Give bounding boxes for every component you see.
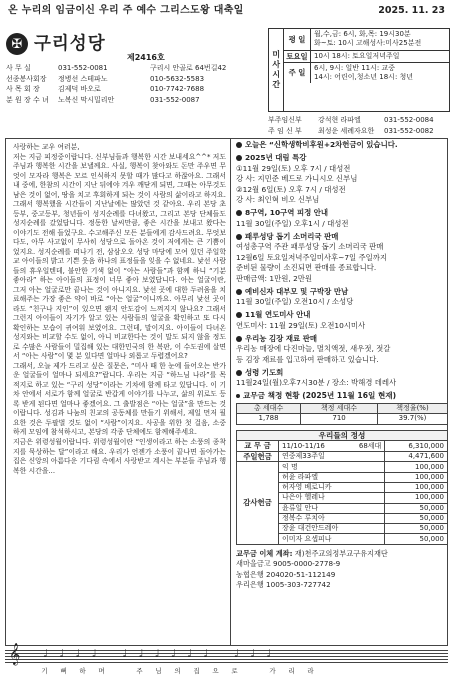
message-paragraph: 지금은 위령성월이랍니다. 위령성월이란 “인생이라고 하는 소풍의 종착지를 묵상하는 달”이라고 해요. 우리가 언젠가 소풍이 끝나면 돌아가는 집은 신앙의 아름다운 기다림 속에서 사랑받고 계시는 부분들 주님과 행복한 시간을... bbox=[13, 437, 226, 475]
donor-amount: 50,000 bbox=[385, 513, 448, 523]
donor-amount: 100,000 bbox=[385, 482, 448, 492]
news-item bbox=[236, 140, 446, 151]
lyric-syllable: 리 bbox=[288, 667, 295, 675]
donor-amount: 100,000 bbox=[385, 472, 448, 482]
news-item bbox=[236, 310, 446, 331]
donor-name: 정복수 루치아 bbox=[279, 513, 385, 523]
schedule-label: 주 일 bbox=[284, 63, 311, 84]
bullet-icon bbox=[236, 142, 242, 148]
priest-contacts bbox=[268, 116, 450, 138]
lyric-syllable: 집 bbox=[193, 667, 200, 675]
bullet-icon bbox=[236, 394, 240, 398]
cross-icon: ✠ bbox=[6, 33, 28, 55]
news-item bbox=[236, 232, 446, 285]
account-line: 새마을금고 9005-0000-2778-9 bbox=[236, 559, 341, 569]
donor-amount: 50,000 bbox=[385, 503, 448, 513]
offering-caption: 우리들의 정성 bbox=[237, 430, 448, 441]
lyric-syllable: 주 bbox=[136, 667, 143, 675]
news-line: 연도미사: 11월 29일(토) 오전10시미사 bbox=[236, 320, 366, 330]
bank-accounts bbox=[236, 549, 446, 591]
treble-clef-icon: 𝄞 bbox=[9, 643, 21, 665]
schedule-line: 6시, 9시: 일반 11시: 교중 bbox=[314, 63, 395, 72]
staff-value: 정병선 스테파노 bbox=[58, 74, 108, 83]
lyric-syllable bbox=[244, 667, 263, 675]
news-line: 등 김장 재료를 입고하여 판매하고 있습니다. bbox=[236, 354, 379, 364]
gratitude-row bbox=[237, 462, 448, 472]
news-line: 12월6일 토요일저녁주일미사후~7일 주일까지 bbox=[236, 252, 388, 262]
hymn-staff bbox=[5, 643, 448, 676]
donor-amount: 50,000 bbox=[385, 534, 448, 544]
lyric-syllable bbox=[111, 667, 130, 675]
staff-role2 bbox=[116, 75, 150, 86]
staff-value2: 010-7742-7688 bbox=[150, 85, 205, 93]
schedule-row bbox=[284, 51, 449, 63]
tithe-value: 39.7(%) bbox=[377, 414, 447, 425]
tithe-header: 책정율(%) bbox=[377, 403, 447, 414]
staff-value2: 구리시 안골로 64번길42 bbox=[150, 64, 227, 72]
news-line: 여성총구역 주관 패루성당 돕기 소머리국 판매 bbox=[236, 242, 384, 251]
lyric-syllable: 라 bbox=[307, 667, 314, 675]
news-line: 11월 30일(주일) 오전10시 / 소성당 bbox=[236, 297, 354, 306]
issue-number: 제2416호 bbox=[127, 53, 165, 62]
donor-name: 윤류일 안나 bbox=[279, 503, 385, 513]
tithe-header: 책정 세대수 bbox=[301, 403, 378, 414]
account-line: 농협은행 204020-51-112149 bbox=[236, 569, 336, 579]
bullet-icon bbox=[236, 234, 242, 240]
bullet-icon bbox=[236, 289, 242, 295]
schedule-line: 14시: 어린이,청소년 18시: 청년 bbox=[314, 73, 414, 82]
news-item bbox=[236, 208, 446, 229]
news-title: 오늘은 “신학생학비후원+2차헌금이 있습니다. bbox=[245, 140, 398, 149]
news-line: 판매금액: 1만원, 2만원 bbox=[236, 273, 313, 283]
staff-value: 031-552-0081 bbox=[58, 64, 108, 72]
news-title: 성령 기도회 bbox=[245, 367, 284, 377]
news-item bbox=[236, 287, 446, 308]
contact-row bbox=[268, 127, 450, 138]
staff-role: 사 무 실 bbox=[6, 64, 31, 72]
donor-name: 허윤 라파엘 bbox=[279, 472, 385, 482]
donor-amount: 50,000 bbox=[385, 524, 448, 534]
staff-value2: 031-552-0087 bbox=[150, 95, 200, 104]
contact-row bbox=[268, 116, 450, 127]
tithe-header-row bbox=[237, 403, 448, 414]
news-item bbox=[236, 368, 446, 389]
staff-role: 사 목 회 장 bbox=[6, 85, 40, 93]
donor-name: 익 명 bbox=[279, 462, 385, 472]
hymn-lyrics bbox=[35, 667, 320, 675]
news-line: 강 사: 최인혁 비오 신부님 bbox=[236, 195, 320, 204]
donor-name: 이미자 요셉피나 bbox=[279, 534, 385, 544]
staff-row bbox=[6, 85, 264, 96]
offering-amount: 6,310,000 bbox=[385, 441, 448, 451]
lyric-syllable: 기 bbox=[41, 667, 48, 675]
message-paragraph: 사랑하는 교우 여러분, bbox=[13, 143, 80, 151]
bullet-icon bbox=[236, 312, 242, 318]
notices-column bbox=[236, 140, 446, 590]
news-title: 8구역, 10구역 피정 안내 bbox=[245, 208, 329, 217]
message-paragraph: 저는 지금 피정중이랍니다. 신부님들과 행복한 시간 보내세요^^* 저도 주님과 행복한 시간을 보낼께요. 사실, 행복이 찾아와도 돈만 주우면 무엇이 모자라 행복은 모르 인식하지 못할 때가 많다고 하잖아요. 그래서 내 중에, 한참의 시간이 지난 뒤에야 겨우 깨닫게 되면, 그때는 아무것도 남은 것이 없어, 땅을 치고 후회하게 되는 것이 사람의 삶이라고 하지요. 그래서 행복했을 시간들이 지난날에는 많았던 것 같아요. 우리 본당 초등부, 중고등부, 청년들이 성지순례를 다녀왔고, 그리고 본당 단체들도 성지순례를 갔었답니다. 정동한 날씨만큼, 좋은 시간을 보내고 왔다는 이야기도 전해 들었구요. 수고해주신 모든 분들에게 감사드려요. 무엇보다도, 아무 사고없이 무사히 성당으로 돌아온 것이 저에게는 큰 기쁨이었지요. 성지순례를 떠나기 전, 삼삼오오 성당 마당에 모여 있던 주일학교 아이들의 밝고 기쁜 웃음 하나의 표정들을 잊을 수 없네요. 낯선 사람들의 휴우일텐데, 불안한 기색 없이 “아는 사람들”과 함께 하니 “기분 좋아라” 하는 아이들의 표정이 너무 좋아 보였답니다. 아는 얼굴이란, 그저 아는 얼굴로만 끝나는 것이 아니지요. 낯선 곳에 대한 두려움을 치료해주는 가장 좋은 약이 바로 “아는 얼굴”이니까요. 아무리 낯선 곳이라도 “친구나 지인”이 있으면 왠지 안도감이 느껴지지 않나요? 그래서 그런지 아이들이 자기가 알고 있는 사람들의 얼굴을 확인하고 또 다시 확인하는 모습이 귀여워 보였어요. 그런데, 말이지요. 아이들이 다녀온 성지와는 비교할 수도 없이, 아니 비교한다는 것이 말도 되지 않을 정도로 수많은 사람들이 밀집해 있는 대한민국의 한 복판, 이 수도권에 살면서 “아는 사람”이 몇 분 있다면 얼마나 외롭고 두렵겠어요? bbox=[13, 152, 226, 361]
lyric-syllable: 뻐 bbox=[60, 667, 67, 675]
lyric-syllable: 로 bbox=[231, 667, 238, 675]
schedule-side-label: 미사시간 bbox=[269, 29, 284, 111]
schedule-line: 10시 18시: 토요일저녁주일 bbox=[314, 51, 400, 60]
music-notes: ♩♩♩♩ ♩♩♩♩♩♩ ♩♩♩ bbox=[43, 647, 283, 660]
news-title: 예비신자 대부모 및 구박장 만남 bbox=[245, 286, 349, 296]
lyric-syllable: 가 bbox=[269, 667, 276, 675]
staff-role2 bbox=[116, 96, 150, 107]
mass-schedule bbox=[268, 28, 450, 112]
donor-name: 허자영 베로니카 bbox=[279, 482, 385, 492]
lyric-syllable: 며 bbox=[98, 667, 105, 675]
staff-role2 bbox=[116, 85, 150, 96]
tithe-status-title: 교무금 책정 현황 (2025년 11월 16일 현재) bbox=[236, 391, 446, 401]
schedule-line: 월,수,금: 6시, 화,목: 19시30분 bbox=[314, 30, 411, 38]
parish-news bbox=[236, 140, 446, 389]
news-line: 강 사: 지민준 베드로 가니시오 신부님 bbox=[236, 174, 358, 183]
headline: 온 누리의 임금이신 우리 주 예수 그리스도왕 대축일 bbox=[8, 5, 244, 16]
news-line: ②12월 6일(토) 오후 7시 / 대성전 bbox=[236, 184, 346, 194]
news-item bbox=[236, 334, 446, 366]
donor-amount: 100,000 bbox=[385, 462, 448, 472]
account-holder: 재)천주교의정부교구유지재단 bbox=[294, 548, 388, 558]
news-title: 11월 연도미사 안내 bbox=[245, 310, 311, 319]
tithe-value-row bbox=[237, 414, 448, 425]
headline-bar bbox=[0, 0, 453, 26]
staff-value: 김제덕 바오로 bbox=[58, 85, 101, 93]
staff-role: 분 원 장 수 녀 bbox=[6, 95, 49, 104]
offering-table bbox=[236, 430, 448, 545]
staff-role2 bbox=[116, 64, 150, 75]
donor-name: 장윤 대건안드레아 bbox=[279, 524, 385, 534]
contact-name: 강석현 라파엘 bbox=[318, 116, 361, 124]
bullet-icon bbox=[236, 155, 242, 161]
donor-amount: 100,000 bbox=[385, 493, 448, 503]
contact-phone: 031-552-0084 bbox=[384, 116, 434, 124]
bullet-icon bbox=[236, 336, 242, 342]
schedule-line: 화~토: 10시 고해성사:미사25분전 bbox=[314, 39, 422, 48]
news-line: 준비된 물량이 소진되면 판매를 종료합니다. bbox=[236, 263, 377, 272]
lyric-syllable: 하 bbox=[79, 667, 86, 675]
offering-row bbox=[237, 441, 448, 451]
pastor-message bbox=[13, 143, 226, 476]
schedule-label: 평 일 bbox=[284, 29, 311, 50]
staff-value: 노복신 막시밀리안 bbox=[58, 95, 115, 104]
news-item bbox=[236, 153, 446, 206]
offering-desc: 연중제33주일 bbox=[279, 451, 385, 461]
contact-role: 주 임 신 부 bbox=[268, 127, 302, 135]
lyric-syllable: 으 bbox=[212, 667, 219, 675]
news-line: 11월24일(월)오후7시30분 / 장소: 박해경 데레사 bbox=[236, 378, 397, 387]
offering-amount: 4,471,600 bbox=[385, 451, 448, 461]
news-line: ①11월 29일(토) 오후 7시 / 대성전 bbox=[236, 163, 351, 173]
bulletin-date: 2025. 11. 23 bbox=[378, 5, 445, 16]
news-title: 2025년 대림 특강 bbox=[245, 153, 307, 162]
staff-value2: 010-5632-5583 bbox=[150, 74, 205, 83]
message-paragraph: 그래서, 오늘 제가 드리고 싶은 질문은, “미사 때 한 눈에 들어오는 반가운 얼굴들이 얼마나 되세요?”랍니다. 우리는 지금 “하느님 나라”를 목적지로 하고 있는 “구리 성당”이라는 기차에 함께 타고 있답니다. 이 기차 안에서 서로가 함께 얼굴로 반갑게 이야기를 나누고, 삶의 위로도 등록 받게 된다면 얼마나 좋겠어요. 그 출발점은 “아는 얼굴”을 만드는 것이랍니다. 성김과 나눔의 친교의 공동체를 만들기 위해서, 제일 먼저 필요한 것은 두팔벌 것도 없이 “사람”이지요. 사공을 위한 첫 걸음, 소중하게 모임에 참석하시고, 본당의 각종 단체에도 함께해주세요. bbox=[13, 361, 226, 437]
news-line: 11월 30일(주일) 오후1시 / 대성전 bbox=[236, 218, 349, 228]
account-title: 교무금 이체 계좌: bbox=[236, 548, 293, 558]
staff-row bbox=[6, 75, 264, 86]
staff-role: 선종봉사회장 bbox=[6, 74, 47, 83]
bullet-icon bbox=[236, 370, 242, 376]
tithe-table bbox=[236, 403, 448, 425]
offering-label: 교 무 금 bbox=[237, 441, 279, 451]
offering-desc: 11/10-11/16 68세대 bbox=[279, 441, 385, 451]
lyric-syllable: 의 bbox=[174, 667, 181, 675]
staff-row bbox=[6, 96, 264, 107]
schedule-row bbox=[284, 29, 449, 51]
account-line: 우리은행 1005-303-727742 bbox=[236, 579, 331, 589]
staff-directory bbox=[6, 64, 264, 106]
schedule-row bbox=[284, 63, 449, 84]
bullet-icon bbox=[236, 210, 242, 216]
offering-label: 주일헌금 bbox=[237, 451, 279, 461]
tithe-header: 총 세대수 bbox=[237, 403, 301, 414]
tithe-value: 1,788 bbox=[237, 414, 301, 425]
column-divider bbox=[230, 138, 231, 646]
donor-name: 나은아 헬레나 bbox=[279, 493, 385, 503]
lyric-syllable: 님 bbox=[155, 667, 162, 675]
contact-role: 부주임신부 bbox=[268, 116, 302, 124]
gratitude-label: 감사헌금 bbox=[237, 462, 279, 544]
parish-name: 구리성당 bbox=[34, 34, 106, 54]
news-title: 우리농 김장 재료 판매 bbox=[245, 333, 317, 343]
news-line: 우리농 매장에 다진마늘, 멸치액젓, 새우젓, 젓갈 bbox=[236, 344, 391, 353]
parish-logo bbox=[6, 33, 106, 55]
contact-phone: 031-552-0082 bbox=[384, 127, 434, 135]
news-title: 패루성당 돕기 소머리국 판매 bbox=[245, 231, 339, 241]
offering-row bbox=[237, 451, 448, 461]
schedule-label: 토요일 bbox=[284, 51, 311, 62]
contact-name: 최성운 세례자요한 bbox=[318, 127, 375, 135]
tithe-value: 710 bbox=[301, 414, 378, 425]
staff-row bbox=[6, 64, 264, 75]
